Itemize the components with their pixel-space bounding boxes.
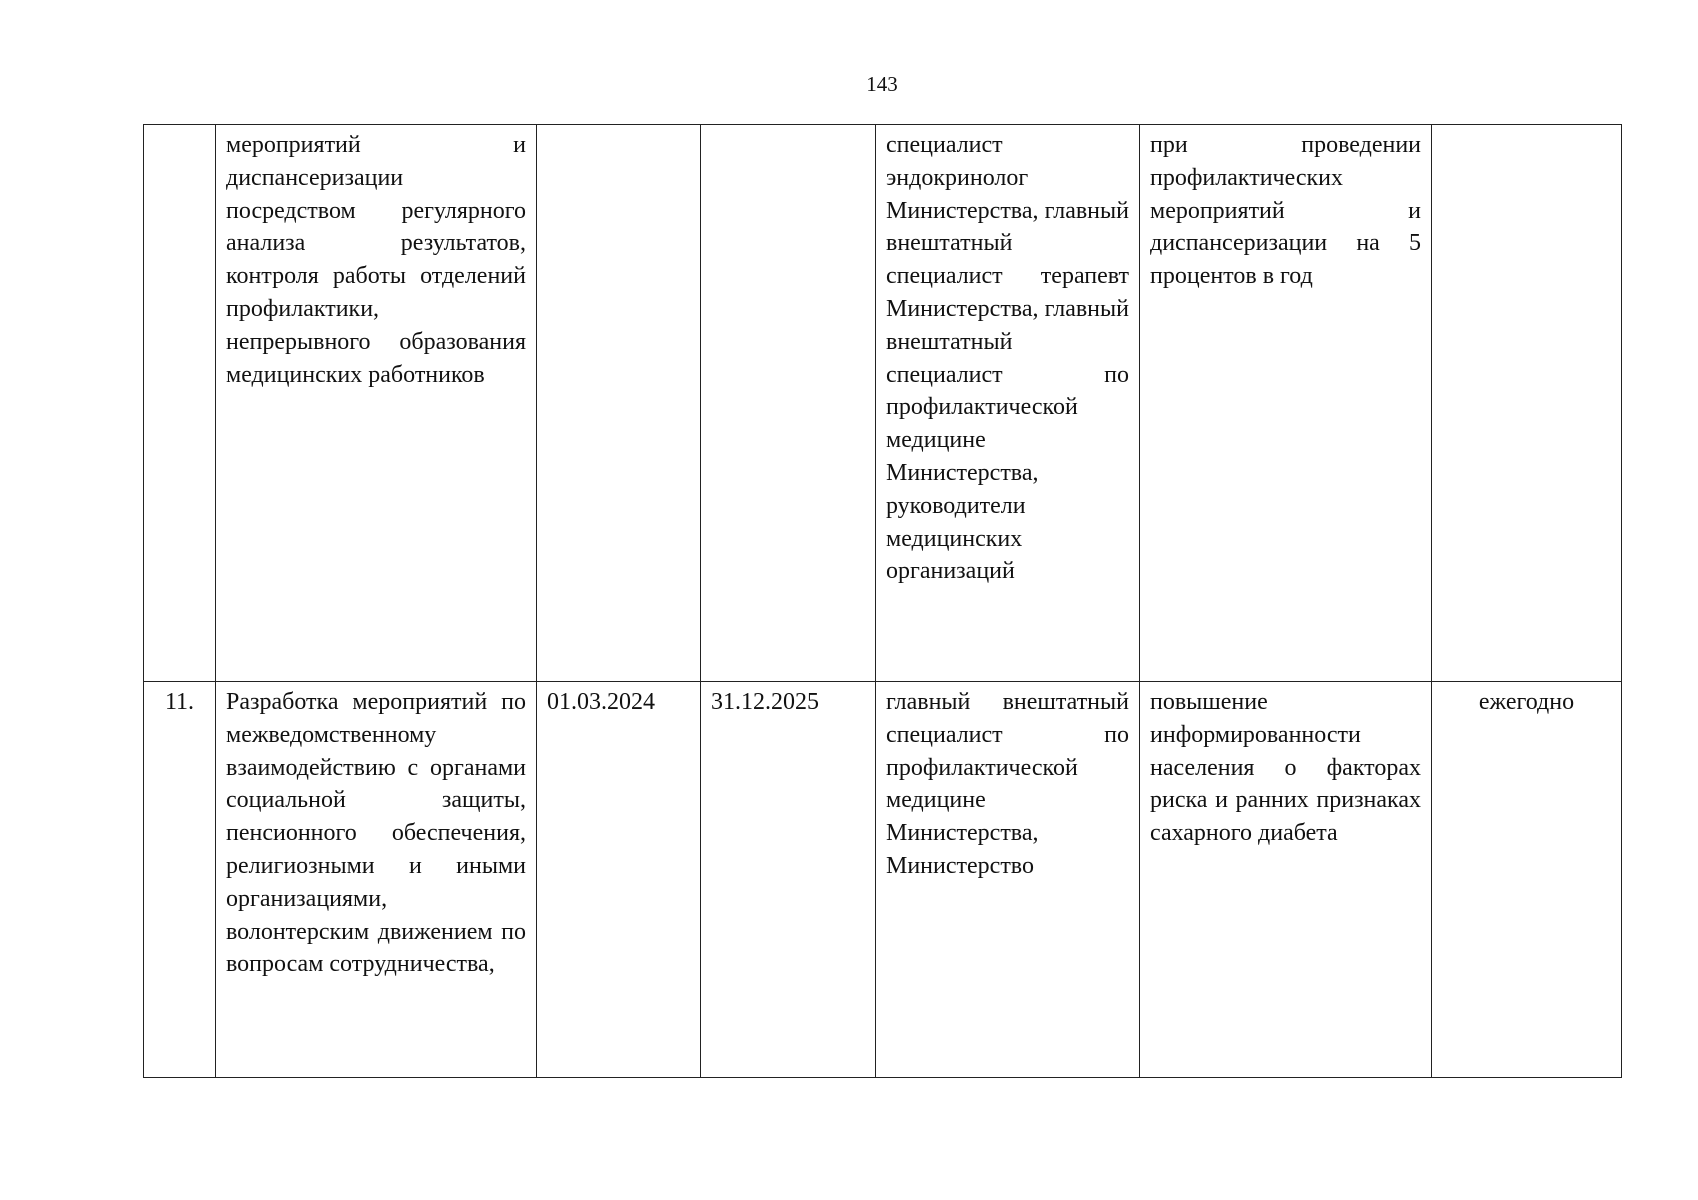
start-date-cell <box>537 125 701 682</box>
result-cell: при проведении профилактических мероприятий и диспансеризации на 5 процентов в год <box>1140 125 1432 682</box>
page-number: 143 <box>866 72 898 96</box>
start-date-cell: 01.03.2024 <box>537 682 701 1078</box>
row-number-cell: 11. <box>144 682 216 1078</box>
activity-cell: мероприятий и диспансеризации посредством регулярного анализа результатов, контроля работы отделений профилактики, непрерывного образования медицинских работников <box>216 125 537 682</box>
responsible-cell: специалист эндокринолог Министерства, главный внештатный специалист терапевт Министерства, главный внештатный специалист по профилактической медицине Министерства, руководители медицинских организаций <box>876 125 1140 682</box>
responsible-cell: главный внештатный специалист по профилактической медицине Министерства, Министерство <box>876 682 1140 1078</box>
end-date-cell: 31.12.2025 <box>701 682 876 1078</box>
periodicity-cell: ежегодно <box>1432 682 1622 1078</box>
table-row <box>144 125 1622 682</box>
end-date-cell <box>701 125 876 682</box>
row-number-cell <box>144 125 216 682</box>
activity-cell: Разработка мероприятий по межведомственному взаимодействию с органами социальной защиты, пенсионного обеспечения, религиозными и иными организациями, волонтерским движением по вопросам сотрудничества, <box>216 682 537 1078</box>
result-cell: повышение информированности населения о факторах риска и ранних признаках сахарного диабета <box>1140 682 1432 1078</box>
table-row <box>144 682 1622 1078</box>
plan-table <box>143 124 1622 1078</box>
periodicity-cell <box>1432 125 1622 682</box>
